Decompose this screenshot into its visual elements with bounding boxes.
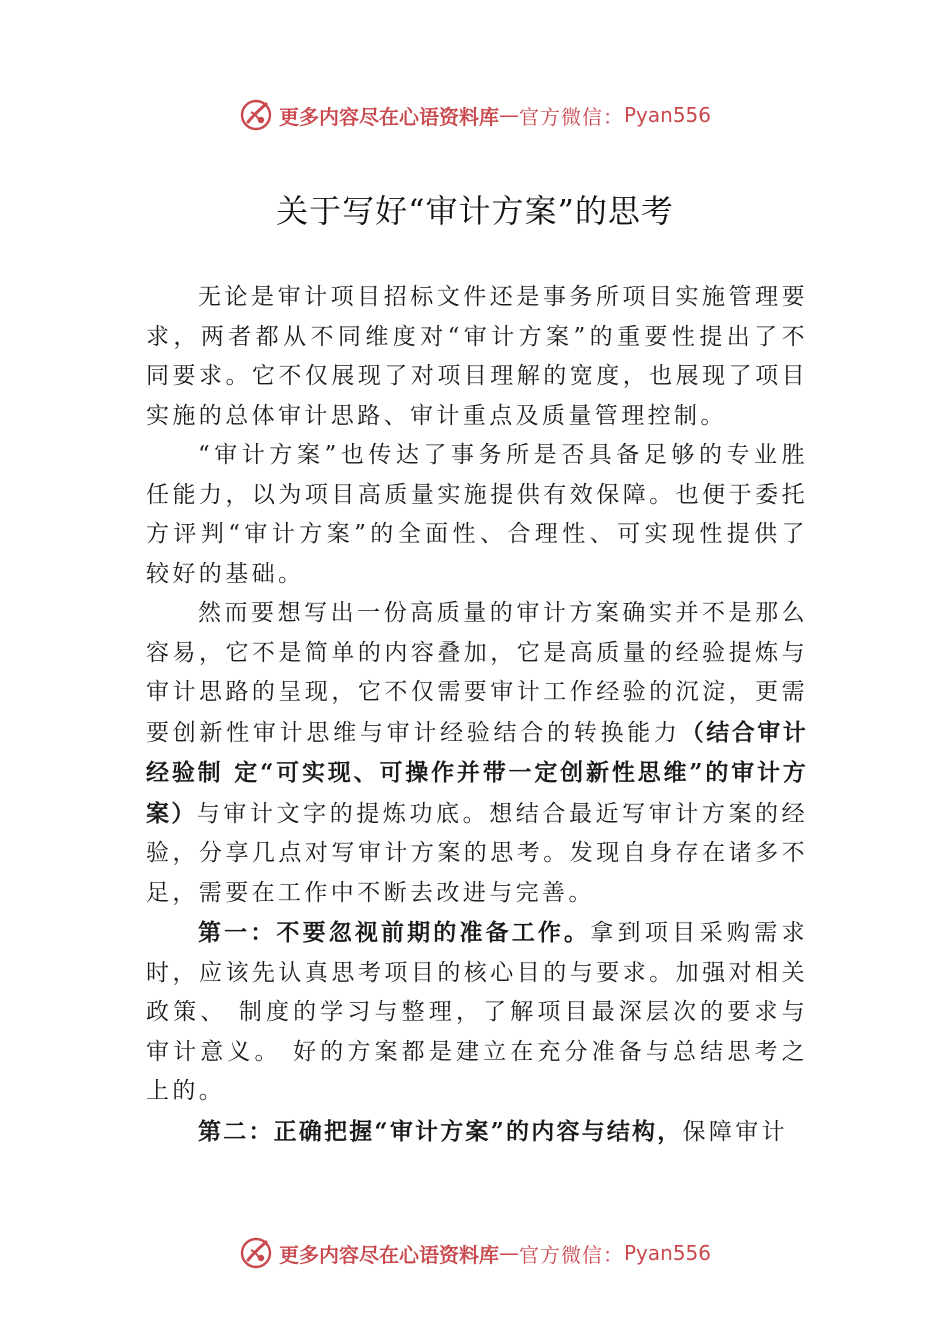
banner-wechat-id: Pyan556: [623, 103, 711, 127]
banner-text: 更多内容尽在心语资料库: [278, 104, 499, 129]
paragraph-5-heading: 第二：正确把握“审计方案”的内容与结构，: [198, 1117, 683, 1145]
paragraph-3-bold: （结合审计经验制 定“可实现、可操作并带一定创新性思维”的审计方案）: [146, 718, 809, 827]
logo-icon: [239, 98, 273, 132]
paragraph-3-text-b: 与审计文字的提炼功底。想结合最近写审计方案的经验，分享几点对写审计方案的思考。发现自身存在诸多不足，需要在工作中不断去改进与完善。: [146, 800, 809, 906]
page-title: 关于写好“审计方案”的思考: [276, 192, 674, 230]
banner-wechat-label: 官方微信：: [518, 104, 624, 129]
banner-wechat-id: Pyan556: [623, 1241, 711, 1265]
paragraph-5-text: 保障审计: [682, 1118, 789, 1145]
banner-dash: —: [498, 1241, 519, 1265]
footer-banner: [0, 1233, 950, 1273]
banner-text: 更多内容尽在心语资料库: [278, 1242, 499, 1267]
document-body: [146, 278, 808, 1152]
paragraph-1: 无论是审计项目招标文件还是事务所项目实施管理要求，两者都从不同维度对“审计方案”的重要性提出了不同要求。它不仅展现了对项目理解的宽度，也展现了项目实施的总体审计思路、审计重点及质量管理控制。: [146, 284, 808, 429]
paragraph-3: [146, 594, 808, 913]
paragraph-3-text-a: 然而要想写出一份高质量的审计方案确实并不是那么容易，它不是简单的内容叠加，它是高质量的经验提炼与审计思路的呈现，它不仅需要审计工作经验的沉淀，更需要创新性审计思维与审计经验结合的转换能力: [146, 600, 808, 746]
paragraph-4-heading: 第一：不要忽视前期的准备工作。: [198, 919, 591, 946]
header-banner: [0, 95, 950, 135]
paragraph-5: [146, 1112, 808, 1153]
paragraph-4-text: 拿到项目采购需求时，应该先认真思考项目的核心目的与要求。加强对相关政策、 制度的学习与整理，了解项目最深层次的要求与审计意义。 好的方案都是建立在充分准备与总结思考之上的。: [146, 920, 809, 1104]
banner-dash: —: [498, 103, 519, 127]
paragraph-4: [146, 913, 808, 1112]
logo-icon: [239, 1236, 273, 1270]
banner-wechat-label: 官方微信：: [518, 1242, 624, 1267]
paragraph-2: “审计方案”也传达了事务所是否具备足够的专业胜任能力，以为项目高质量实施提供有效保障。也便于委托方评判“审计方案”的全面性、合理性、可实现性提供了较好的基础。: [146, 442, 808, 587]
